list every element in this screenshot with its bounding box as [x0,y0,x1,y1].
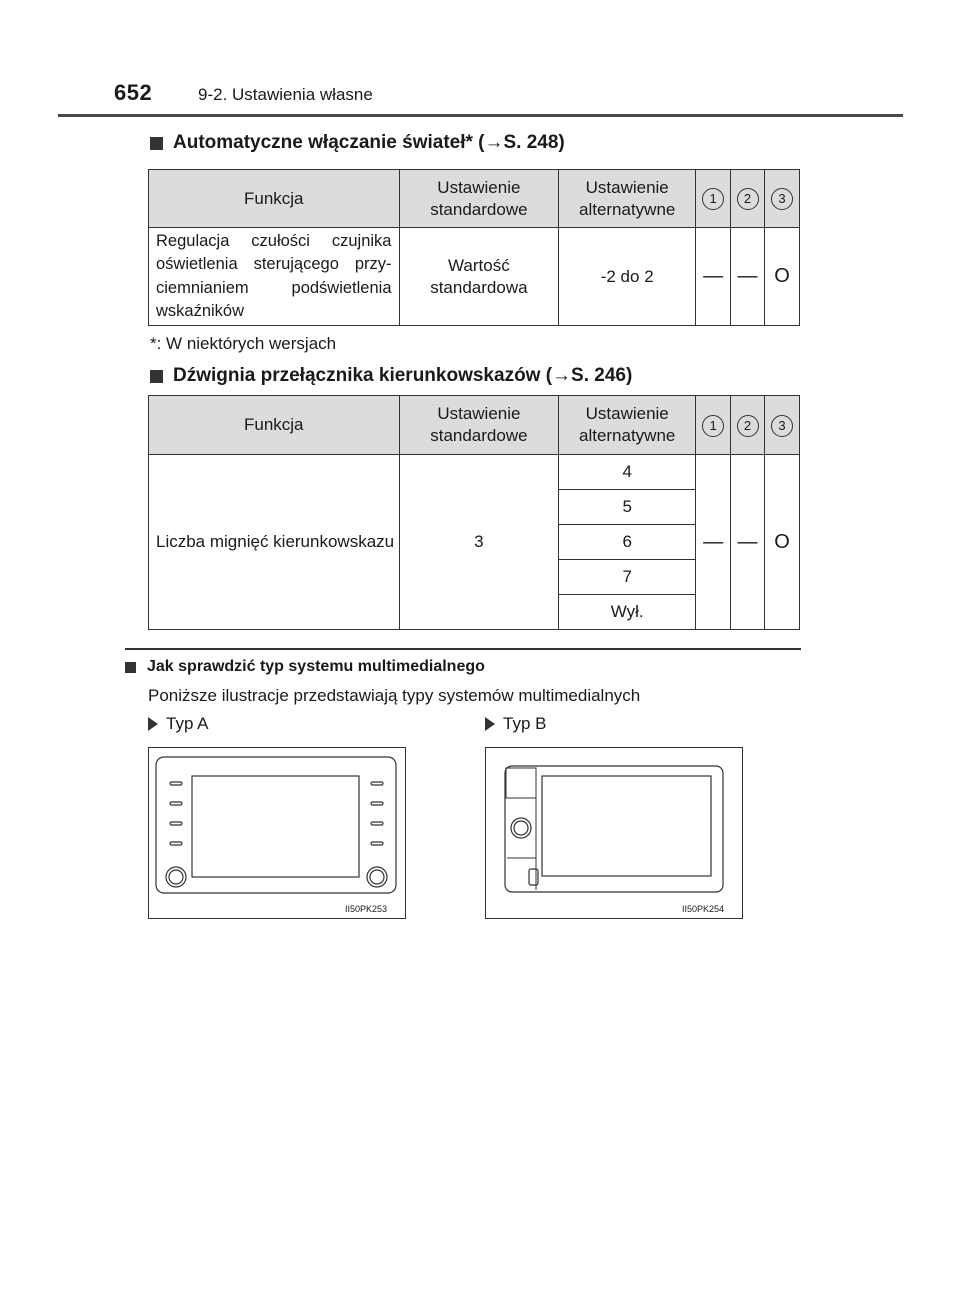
cell-alternative-3: 6 [559,525,696,560]
circled-3-icon: 3 [771,415,793,437]
circled-2-icon: 2 [737,415,759,437]
circled-2-icon: 2 [737,188,759,210]
cell-col-3: O [765,228,800,326]
page-number: 652 [114,80,153,105]
header-default: Ustawienie standardowe [399,170,559,228]
figure-type-b [485,747,743,919]
figure-type-a [148,747,406,919]
cell-alternative-2: 5 [559,490,696,525]
circled-1-icon: 1 [702,415,724,437]
cell-alternative: -2 do 2 [559,228,696,326]
subsection-title [125,658,485,676]
settings-table-turn-signal [148,395,800,630]
bullet-square-icon [150,137,163,150]
triangle-bullet-icon [148,717,158,731]
section-title-auto-lights [150,132,565,154]
table-header-row [149,170,800,228]
cell-col-2: — [731,455,765,630]
section-title-turn-signal [150,365,632,387]
header-rule [58,114,903,117]
header-col-2 [731,170,765,228]
header-function: Funkcja [149,170,400,228]
header-col-1 [696,396,731,455]
header-col-1 [696,170,731,228]
table-row [149,455,800,490]
triangle-bullet-icon [485,717,495,731]
figure-code: II50PK253 [344,904,387,914]
header-col-3 [765,396,800,455]
circled-1-icon: 1 [702,188,724,210]
footnote: *: W niektórych wersjach [150,334,337,353]
bullet-square-icon [150,370,163,383]
settings-table-auto-lights [148,169,800,326]
cell-default: 3 [399,455,559,630]
section-title-text: Dźwignia przełącznika kierunkowskazów (→S. 246) [173,365,633,386]
cell-col-3: O [765,455,800,630]
cell-col-1: — [696,455,731,630]
multimedia-unit-type-a-icon [149,748,405,918]
header-function: Funkcja [149,396,400,455]
cell-function: Regulacja czułości czujnika oświetlenia sterującego przy- ciemnianiem podświetlenia wskaźników [149,228,400,326]
cell-col-1: — [696,228,731,326]
cell-function: Liczba mignięć kierunkowskazu [149,455,400,630]
type-a-label-text: Typ A [166,714,209,733]
bullet-square-icon [125,662,136,673]
subsection-description: Poniższe ilustracje przedstawiają typy systemów multimedialnych [148,686,641,705]
type-a-label [148,714,209,734]
header-default: Ustawienie standardowe [399,396,559,455]
header-col-3 [765,170,800,228]
cell-alternative-1: 4 [559,455,696,490]
header-alternative: Ustawienie alternatywne [559,396,696,455]
section-heading: 9-2. Ustawienia własne [198,85,373,104]
header-alternative: Ustawienie alternatywne [559,170,696,228]
cell-alternative-5: Wył. [559,595,696,630]
figure-code: II50PK254 [681,904,724,914]
table-row [149,228,800,326]
multimedia-unit-type-b-icon [486,748,742,918]
header-col-2 [731,396,765,455]
section-divider [125,648,801,650]
section-title-text: Automatyczne włączanie świateł* (→S. 248) [173,132,565,153]
cell-default: Wartość standardowa [399,228,559,326]
table-header-row [149,396,800,455]
subsection-title-text: Jak sprawdzić typ systemu multimedialnego [147,658,485,675]
type-b-label-text: Typ B [503,714,547,733]
cell-col-2: — [731,228,765,326]
cell-alternative-4: 7 [559,560,696,595]
type-b-label [485,714,546,734]
circled-3-icon: 3 [771,188,793,210]
